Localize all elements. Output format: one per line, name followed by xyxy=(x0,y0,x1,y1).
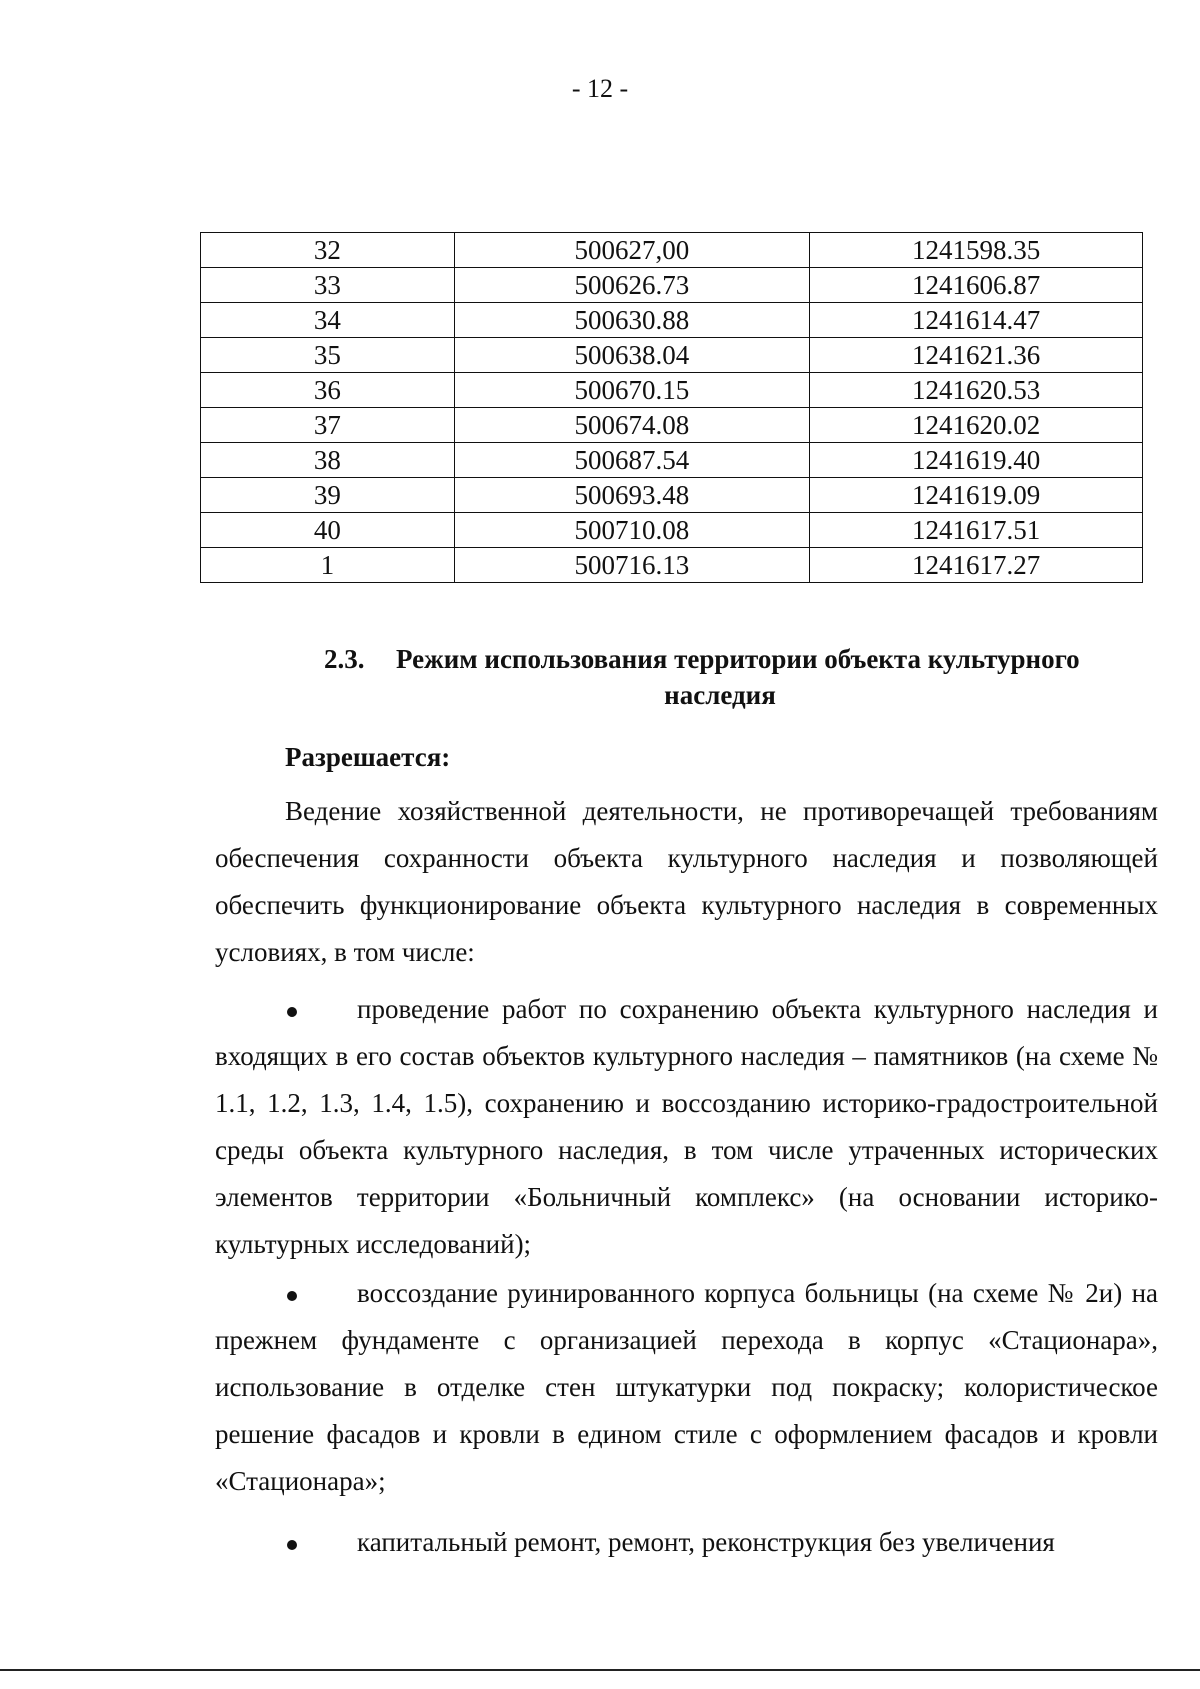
x-coordinate-cell: 500716.13 xyxy=(454,548,810,583)
bullet-item-1 xyxy=(215,986,1158,1268)
bullet-item-3 xyxy=(215,1519,1158,1566)
table-row xyxy=(201,338,1143,373)
section-title-line2: наследия xyxy=(664,680,776,710)
point-number-cell: 37 xyxy=(201,408,455,443)
x-coordinate-cell: 500626.73 xyxy=(454,268,810,303)
table-row xyxy=(201,548,1143,583)
point-number-cell: 35 xyxy=(201,338,455,373)
point-number-cell: 34 xyxy=(201,303,455,338)
table-row xyxy=(201,478,1143,513)
point-number-cell: 38 xyxy=(201,443,455,478)
page-number: - 12 - xyxy=(571,74,629,103)
x-coordinate-cell: 500630.88 xyxy=(454,303,810,338)
bullet-text: капитальный ремонт, ремонт, реконструкция без увеличения xyxy=(357,1527,1055,1557)
point-number-cell: 33 xyxy=(201,268,455,303)
section-title-line1: Режим использования территории объекта культурного xyxy=(396,644,1080,674)
point-number-cell: 1 xyxy=(201,548,455,583)
bullet-icon xyxy=(287,1007,297,1017)
bullet-text: проведение работ по сохранению объекта культурного наследия и входящих в его состав объектов культурного наследия – памятников (на схеме № 1.1, 1.2, 1.3, 1.4, 1.5), сохранению и воссозданию историко-градостроительной среды объекта культурного наследия, в том числе утраченных исторических элементов территории «Больничный комплекс» (на основании историко-культурных исследований); xyxy=(215,994,1158,1259)
point-number-cell: 39 xyxy=(201,478,455,513)
x-coordinate-cell: 500674.08 xyxy=(454,408,810,443)
x-coordinate-cell: 500687.54 xyxy=(454,443,810,478)
x-coordinate-cell: 500638.04 xyxy=(454,338,810,373)
allowed-label: Разрешается: xyxy=(285,742,451,772)
point-number-cell: 36 xyxy=(201,373,455,408)
table-row xyxy=(201,513,1143,548)
bullet-text: воссоздание руинированного корпуса больницы (на схеме № 2и) на прежнем фундаменте с организацией перехода в корпус «Стационара», использование в отделке стен штукатурки под покраску; колористическое решение фасадов и кровли в едином стиле с оформлением фасадов и кровли «Стационара»; xyxy=(215,1278,1158,1496)
y-coordinate-cell: 1241598.35 xyxy=(810,233,1143,268)
point-number-cell: 40 xyxy=(201,513,455,548)
page-bottom-rule xyxy=(0,1669,1200,1671)
x-coordinate-cell: 500670.15 xyxy=(454,373,810,408)
intro-paragraph: Ведение хозяйственной деятельности, не противоречащей требованиям обеспечения сохранности объекта культурного наследия и позволяющей обеспечить функционирование объекта культурного наследия в современных условиях, в том числе: xyxy=(215,796,1158,967)
y-coordinate-cell: 1241620.02 xyxy=(810,408,1143,443)
y-coordinate-cell: 1241606.87 xyxy=(810,268,1143,303)
table-row xyxy=(201,443,1143,478)
coordinates-table xyxy=(200,232,1143,583)
y-coordinate-cell: 1241619.09 xyxy=(810,478,1143,513)
table-row xyxy=(201,233,1143,268)
y-coordinate-cell: 1241614.47 xyxy=(810,303,1143,338)
y-coordinate-cell: 1241621.36 xyxy=(810,338,1143,373)
bullet-item-2 xyxy=(215,1270,1158,1505)
y-coordinate-cell: 1241617.27 xyxy=(810,548,1143,583)
bullet-icon xyxy=(287,1291,297,1301)
x-coordinate-cell: 500693.48 xyxy=(454,478,810,513)
point-number-cell: 32 xyxy=(201,233,455,268)
x-coordinate-cell: 500710.08 xyxy=(454,513,810,548)
table-row xyxy=(201,303,1143,338)
table-row xyxy=(201,373,1143,408)
y-coordinate-cell: 1241619.40 xyxy=(810,443,1143,478)
y-coordinate-cell: 1241620.53 xyxy=(810,373,1143,408)
section-number: 2.3. xyxy=(324,644,365,674)
y-coordinate-cell: 1241617.51 xyxy=(810,513,1143,548)
table-row xyxy=(201,408,1143,443)
bullet-icon xyxy=(287,1540,297,1550)
table-row xyxy=(201,268,1143,303)
x-coordinate-cell: 500627,00 xyxy=(454,233,810,268)
